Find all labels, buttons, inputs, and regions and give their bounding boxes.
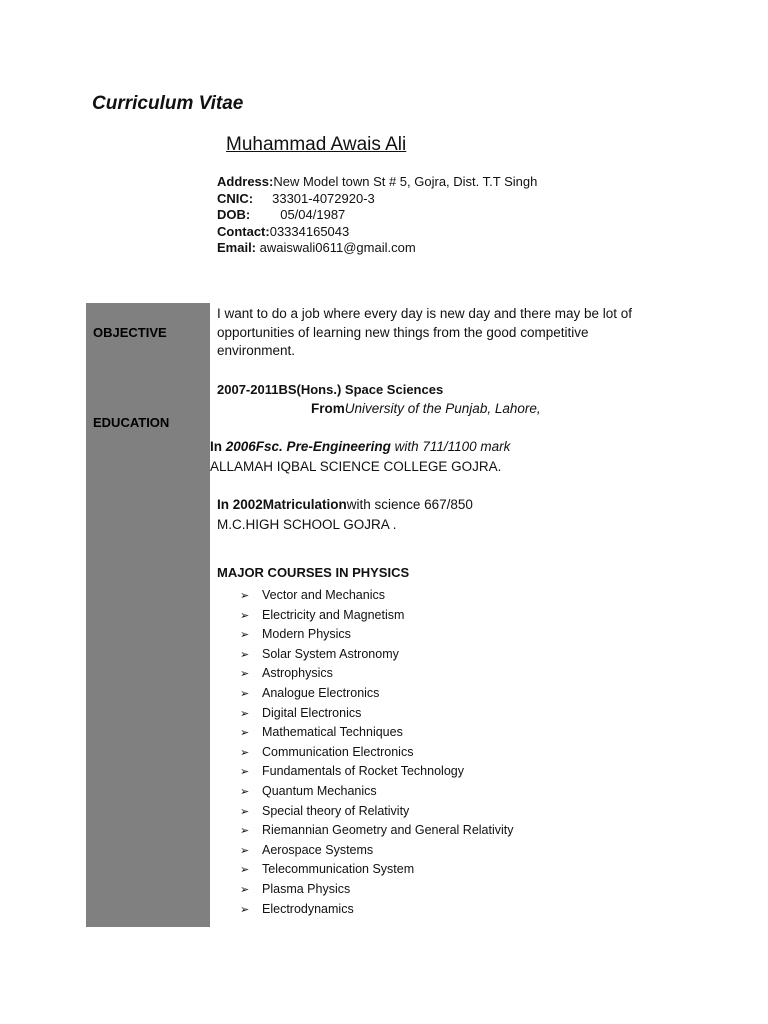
bs-line (217, 382, 443, 397)
objective-heading: OBJECTIVE (93, 325, 167, 340)
matric-in: In 2002 (217, 497, 263, 512)
arrow-bullet-icon: ➢ (240, 609, 250, 622)
fsc-degree: Fsc. Pre-Engineering (255, 439, 391, 454)
course-item (240, 645, 514, 665)
course-name: Plasma Physics (262, 881, 351, 896)
course-item (240, 723, 514, 743)
bs-from-line (311, 401, 541, 416)
fsc-year: 2006 (225, 439, 256, 454)
course-name: Aerospace Systems (262, 842, 374, 857)
course-item (240, 900, 514, 920)
bs-years: 2007-2011 (217, 382, 279, 397)
address-row (217, 174, 537, 191)
email-value[interactable]: awaiswali0611@gmail.com (259, 240, 416, 255)
course-name: Astrophysics (262, 666, 333, 681)
section-sidebar (86, 303, 210, 927)
dob-value: 05/04/1987 (280, 207, 346, 222)
arrow-bullet-icon: ➢ (240, 883, 250, 896)
arrow-bullet-icon: ➢ (240, 590, 250, 602)
course-item (240, 860, 514, 880)
cnic-row (217, 191, 537, 208)
arrow-bullet-icon: ➢ (240, 785, 250, 798)
dob-row (217, 207, 537, 224)
course-item (240, 743, 514, 763)
arrow-bullet-icon: ➢ (240, 766, 250, 779)
course-name: Fundamentals of Rocket Technology (262, 764, 464, 779)
course-name: Analogue Electronics (262, 685, 380, 700)
address-label: Address: (217, 174, 274, 189)
phone-row (217, 224, 537, 241)
email-label: Email: (217, 240, 257, 255)
arrow-bullet-icon: ➢ (240, 727, 250, 740)
arrow-bullet-icon: ➢ (240, 687, 250, 700)
course-item (240, 606, 514, 626)
objective-text: I want to do a job where every day is new day and there may be lot of opportunities of learning new things from the good competitive environment. (217, 306, 632, 358)
arrow-bullet-icon: ➢ (240, 903, 250, 916)
course-item (240, 586, 514, 606)
course-name: Modern Physics (262, 627, 351, 642)
course-item (240, 821, 514, 841)
arrow-bullet-icon: ➢ (240, 805, 250, 818)
arrow-bullet-icon: ➢ (240, 825, 250, 838)
fsc-in: In (210, 439, 226, 454)
matric-line (217, 497, 473, 512)
arrow-bullet-icon: ➢ (240, 648, 250, 661)
course-item (240, 762, 514, 782)
matric-school: M.C.HIGH SCHOOL GOJRA . (217, 517, 397, 532)
matric-degree: Matriculation (262, 497, 347, 512)
course-name: Special theory of Relativity (262, 803, 410, 818)
arrow-bullet-icon: ➢ (240, 629, 250, 642)
course-item (240, 684, 514, 704)
fsc-line (210, 439, 510, 454)
phone-value: 03334165043 (269, 223, 350, 239)
course-item (240, 880, 514, 900)
arrow-bullet-icon: ➢ (240, 707, 250, 720)
course-name: Vector and Mechanics (262, 588, 385, 602)
education-heading: EDUCATION (93, 415, 170, 430)
address-value: New Model town St # 5, Gojra, Dist. T.T Singh (273, 174, 538, 189)
course-name: Quantum Mechanics (262, 783, 377, 798)
bs-university: University of the Punjab, Lahore, (344, 401, 541, 416)
course-item (240, 704, 514, 724)
bs-from-label: From (311, 401, 345, 416)
arrow-bullet-icon: ➢ (240, 668, 250, 681)
course-list (240, 586, 514, 919)
bs-degree: BS(Hons.) Space Sciences (278, 382, 444, 397)
fsc-marks: with 711/1100 mark (390, 439, 511, 454)
course-name: Digital Electronics (262, 705, 362, 720)
cnic-value: 33301-4072920-3 (272, 190, 375, 206)
arrow-bullet-icon: ➢ (240, 844, 250, 857)
course-item (240, 841, 514, 861)
course-item (240, 664, 514, 684)
course-name: Riemannian Geometry and General Relativity (262, 823, 514, 838)
contact-label: Contact: (217, 223, 270, 239)
cnic-label: CNIC: (217, 190, 254, 206)
arrow-bullet-icon: ➢ (240, 864, 250, 877)
dob-label: DOB: (217, 207, 251, 222)
course-item (240, 802, 514, 822)
courses-heading: MAJOR COURSES IN PHYSICS (217, 565, 410, 580)
contact-block (217, 174, 537, 257)
applicant-name: Muhammad Awais Ali (226, 134, 407, 155)
course-item (240, 625, 514, 645)
arrow-bullet-icon: ➢ (240, 746, 250, 759)
course-name: Electricity and Magnetism (262, 607, 405, 622)
document-title: Curriculum Vitae (92, 93, 244, 114)
course-name: Telecommunication System (262, 862, 415, 877)
course-item (240, 782, 514, 802)
matric-marks: with science 667/850 (346, 497, 473, 512)
email-row (217, 240, 537, 257)
course-name: Electrodynamics (262, 901, 354, 916)
course-name: Solar System Astronomy (262, 646, 399, 661)
course-name: Mathematical Techniques (262, 725, 403, 740)
fsc-college: ALLAMAH IQBAL SCIENCE COLLEGE GOJRA. (210, 459, 502, 474)
course-name: Communication Electronics (262, 744, 414, 759)
